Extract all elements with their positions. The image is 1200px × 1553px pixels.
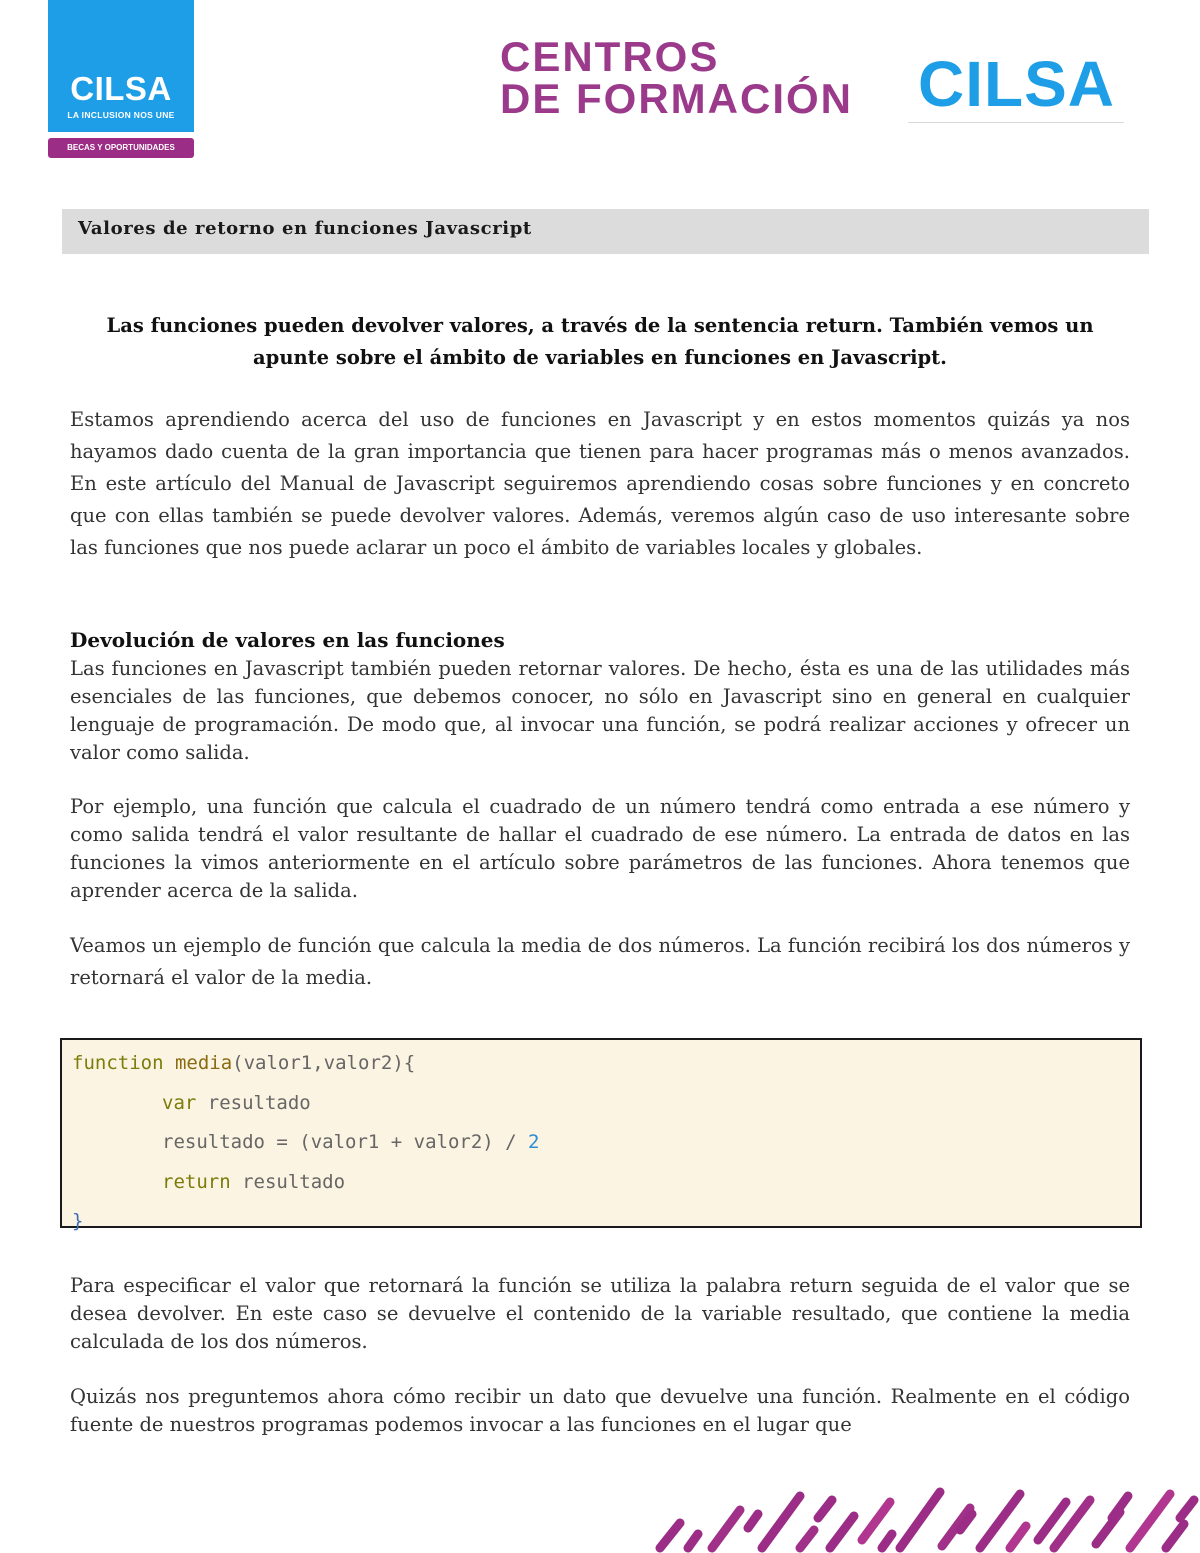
paragraph-receive-value: Quizás nos preguntemos ahora cómo recibir un dato que devuelve una función. Realmente en el código fuente de nuestros programas podemos invocar a las funciones en el lugar que	[70, 1385, 1130, 1436]
cilsa-logo	[48, 0, 194, 158]
centros-line1: CENTROS	[500, 33, 720, 80]
logo-underline	[908, 122, 1124, 123]
logo-pill: BECAS Y OPORTUNIDADES	[48, 138, 194, 158]
cilsa-brand-text: CILSA	[918, 48, 1115, 120]
decorative-stripes	[650, 1478, 1200, 1553]
code-keyword-function: function	[72, 1052, 164, 1074]
paragraph-media-example: Veamos un ejemplo de función que calcula la media de dos números. La función recibirá los dos números y retornará el valor de la media.	[70, 934, 1130, 989]
logo-brand: CILSA	[70, 70, 172, 107]
code-var-name: resultado	[196, 1091, 311, 1114]
centros-line2: DE FORMACIÓN	[500, 75, 853, 122]
code-line-4	[72, 1165, 1140, 1205]
code-function-name: media	[174, 1052, 233, 1074]
code-close-brace: }	[72, 1210, 84, 1232]
section-heading: Devolución de valores en las funciones	[70, 628, 505, 652]
paragraph-intro: Estamos aprendiendo acerca del uso de funciones en Javascript y en estos momentos quizás ya nos hayamos dado cuenta de la gran importancia que tienen para hacer programas más o menos avanzados. En este artículo del Manual de Javascript seguiremos aprendiendo cosas sobre funciones y en concreto que con ellas también se puede devolver valores. Además, veremos algún caso de uso interesante sobre las funciones que nos puede aclarar un poco el ámbito de variables locales y globales.	[70, 408, 1130, 559]
paragraph-return-explanation: Para especificar el valor que retornará la función se utiliza la palabra return seguida de el valor que se desea devolver. En este caso se devuelve el contenido de la variable resultado, que contiene la media calculada de los dos números.	[70, 1274, 1130, 1353]
document-title: Valores de retorno en funciones Javascript	[62, 209, 1149, 254]
paragraph-example: Por ejemplo, una función que calcula el cuadrado de un número tendrá como entrada a ese número y como salida tendrá el valor resultante de hallar el cuadrado de ese número. La entrada de datos en las funciones la vimos anteriormente en el artículo sobre parámetros de las funciones. Ahora tenemos que aprender acerca de la salida.	[70, 795, 1130, 902]
paragraph-return-values: Las funciones en Javascript también pueden retornar valores. De hecho, ésta es una de las utilidades más esenciales de las funciones, que debemos conocer, no sólo en Javascript sino en general en cualquier lenguaje de programación. De modo que, al invocar una función, se podrá realizar acciones y ofrecer un valor como salida.	[70, 657, 1130, 764]
logo-tagline: LA INCLUSION NOS UNE	[67, 110, 175, 120]
code-keyword-var: var	[162, 1091, 197, 1114]
code-return-value: resultado	[230, 1170, 346, 1193]
code-params: (valor1,valor2){	[232, 1052, 416, 1074]
code-line-2	[72, 1086, 1140, 1126]
centros-de-formacion-logo	[500, 33, 1130, 128]
code-line-1	[72, 1046, 1140, 1086]
code-assignment: resultado = (valor1 + valor2) /	[162, 1131, 529, 1153]
code-keyword-return: return	[162, 1170, 231, 1193]
centros-text	[500, 33, 853, 122]
code-block	[60, 1038, 1142, 1232]
code-line-3	[72, 1125, 1140, 1165]
code-number: 2	[528, 1131, 540, 1153]
lead-paragraph: Las funciones pueden devolver valores, a través de la sentencia return. También vemos un apunte sobre el ámbito de variables en funciones en Javascript.	[106, 314, 1094, 369]
code-line-5	[72, 1204, 1140, 1244]
